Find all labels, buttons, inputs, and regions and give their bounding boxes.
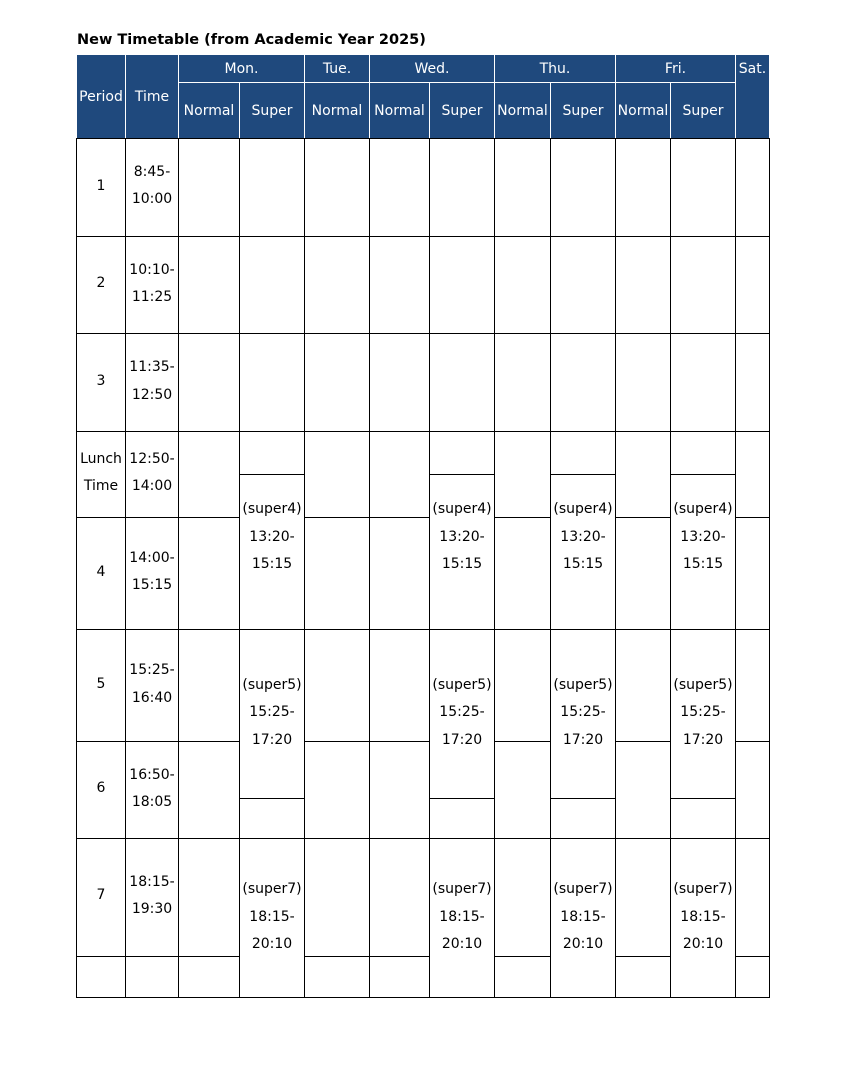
super-block-start: 13:20- [680, 529, 726, 545]
header-thu-super: Super [551, 83, 615, 138]
grid-line [550, 138, 551, 998]
super-block-name: (super4) [432, 501, 492, 517]
grid-line [304, 741, 429, 742]
grid-line [369, 138, 370, 998]
super-block-end: 15:15 [251, 556, 293, 572]
time-start: 12:50- [129, 451, 175, 467]
header-fri-super: Super [671, 83, 735, 138]
super-block-end: 17:20 [682, 732, 724, 748]
time-start: 14:00- [129, 550, 175, 566]
grid-line [304, 138, 305, 998]
header-day-mon: Mon. [179, 55, 304, 82]
grid-line [76, 431, 770, 432]
header-mon-super: Super [240, 83, 304, 138]
super-block-end: 15:15 [562, 556, 604, 572]
period-label: 5 [96, 676, 106, 692]
grid-line [494, 956, 550, 957]
header-day-wed: Wed. [370, 55, 494, 82]
time-start: 16:50- [129, 767, 175, 783]
super-block-end: 17:20 [562, 732, 604, 748]
grid-line [769, 138, 770, 998]
grid-line [494, 138, 495, 998]
grid-line [76, 138, 770, 139]
header-divider [179, 82, 735, 83]
super-block-name: (super5) [673, 677, 733, 693]
super-block-start: 18:15- [439, 909, 485, 925]
grid-line [550, 798, 616, 799]
time-end: 11:25 [131, 289, 173, 305]
grid-line [615, 956, 670, 957]
grid-line [76, 956, 239, 957]
grid-line [735, 956, 770, 957]
grid-line [670, 474, 736, 475]
super-block-start: 15:25- [439, 704, 485, 720]
grid-line [76, 517, 239, 518]
period-label: 3 [96, 373, 106, 389]
super-block-name: (super4) [553, 501, 613, 517]
super-block-start: 13:20- [439, 529, 485, 545]
super-block-name: (super4) [673, 501, 733, 517]
time-start: 11:35- [129, 359, 175, 375]
super-block-end: 20:10 [562, 936, 604, 952]
grid-line [735, 138, 736, 998]
super-block-start: 18:15- [680, 909, 726, 925]
super-block-start: 13:20- [249, 529, 295, 545]
grid-line [670, 798, 736, 799]
grid-line [615, 138, 616, 998]
header-thu-normal: Normal [495, 83, 550, 138]
grid-line [615, 517, 670, 518]
header-wed-normal: Normal [370, 83, 429, 138]
period-label: Time [83, 478, 119, 494]
grid-line [304, 517, 429, 518]
grid-line [429, 798, 495, 799]
super-block-start: 15:25- [680, 704, 726, 720]
super-block-name: (super7) [432, 881, 492, 897]
super-block-name: (super5) [242, 677, 302, 693]
grid-line [125, 138, 126, 998]
super-block-start: 15:25- [560, 704, 606, 720]
header-day-thu: Thu. [495, 55, 615, 82]
grid-line [735, 517, 770, 518]
super-block-name: (super7) [242, 881, 302, 897]
header-period: Period [77, 55, 125, 138]
grid-line [494, 517, 550, 518]
grid-line [429, 474, 495, 475]
time-end: 18:05 [131, 794, 173, 810]
period-label: 4 [96, 564, 106, 580]
super-block-name: (super5) [553, 677, 613, 693]
header-wed-super: Super [430, 83, 494, 138]
time-start: 10:10- [129, 262, 175, 278]
grid-line [239, 138, 240, 998]
period-label: 2 [96, 275, 106, 291]
grid-line [550, 474, 616, 475]
header-day-tue: Tue. [305, 55, 369, 82]
grid-line [76, 629, 770, 630]
grid-line [615, 741, 670, 742]
grid-line [429, 138, 430, 998]
super-block-end: 15:15 [682, 556, 724, 572]
super-block-start: 18:15- [249, 909, 295, 925]
super-block-end: 15:15 [441, 556, 483, 572]
super-block-end: 20:10 [441, 936, 483, 952]
grid-line [178, 138, 179, 998]
super-block-end: 20:10 [251, 936, 293, 952]
super-block-end: 17:20 [441, 732, 483, 748]
grid-line [670, 138, 671, 998]
time-end: 19:30 [131, 901, 173, 917]
super-block-start: 13:20- [560, 529, 606, 545]
super-block-name: (super7) [673, 881, 733, 897]
super-block-end: 20:10 [682, 936, 724, 952]
header-day-fri: Fri. [616, 55, 735, 82]
period-label: 1 [96, 178, 106, 194]
time-start: 15:25- [129, 662, 175, 678]
header-day-sat: Sat. [736, 55, 769, 138]
grid-line [304, 956, 429, 957]
grid-line [239, 798, 305, 799]
super-block-start: 15:25- [249, 704, 295, 720]
period-label: 6 [96, 780, 106, 796]
time-start: 18:15- [129, 874, 175, 890]
grid-line [239, 474, 305, 475]
grid-line [76, 138, 77, 998]
time-end: 15:15 [131, 577, 173, 593]
super-block-start: 18:15- [560, 909, 606, 925]
time-start: 8:45- [133, 164, 171, 180]
period-label: 7 [96, 887, 106, 903]
super-block-name: (super4) [242, 501, 302, 517]
grid-line [494, 741, 550, 742]
time-end: 12:50 [131, 387, 173, 403]
grid-line [76, 741, 239, 742]
super-block-name: (super5) [432, 677, 492, 693]
period-label: Lunch [80, 451, 122, 467]
time-end: 14:00 [131, 478, 173, 494]
page-title: New Timetable (from Academic Year 2025) [77, 32, 426, 48]
super-block-name: (super7) [553, 881, 613, 897]
header-tue-normal: Normal [305, 83, 369, 138]
super-block-end: 17:20 [251, 732, 293, 748]
header-mon-normal: Normal [179, 83, 239, 138]
grid-line [735, 741, 770, 742]
header-time: Time [126, 55, 178, 138]
time-end: 16:40 [131, 690, 173, 706]
grid-line [76, 333, 770, 334]
grid-line [76, 997, 770, 998]
header-fri-normal: Normal [616, 83, 670, 138]
time-end: 10:00 [131, 191, 173, 207]
grid-line [76, 838, 770, 839]
grid-line [76, 236, 770, 237]
